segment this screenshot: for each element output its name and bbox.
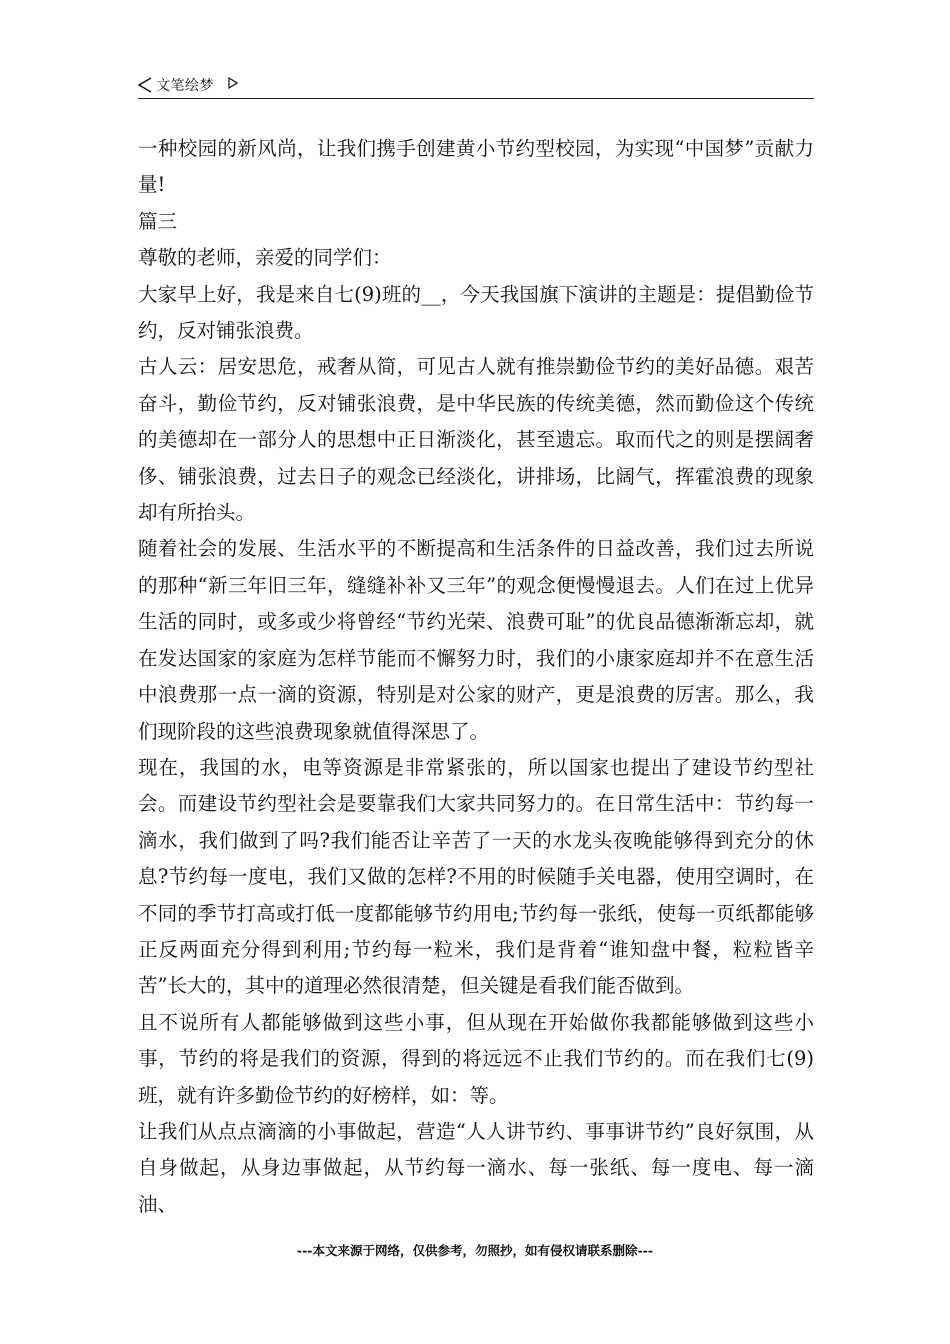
page-footer: ---本文来源于网络，仅供参考，勿照抄，如有侵权请联系删除---: [296, 1243, 654, 1258]
salutation: 尊敬的老师，亲爱的同学们：: [138, 246, 392, 270]
page-header: [138, 74, 814, 99]
left-triangle-outline-icon: [138, 77, 152, 93]
paragraph-resources: 现在，我国的水，电等资源是非常紧张的，所以国家也提出了建设节约型社会。而建设节约型社会是要靠我们大家共同努力的。在日常生活中：节约每一滴水，我们做到了吗?我们能否让辛苦了一天的水龙头夜晚能够得到充分的休息?节约每一度电，我们又做的怎样?不用的时候随手关电器，使用空调时，在不同的季节打高或打低一度都能够节约用电;节约每一张纸，使每一页纸都能够正反两面充分得到利用;节约每一粒米，我们是背着“谁知盘中餐，粒粒皆辛苦”长大的，其中的道理必然很清楚，但关键是看我们能否做到。: [138, 755, 814, 998]
paragraph-small-things: 且不说所有人都能够做到这些小事，但从现在开始做你我都能够做到这些小事，节约的将是我们的资源，得到的将远远不止我们节约的。而在我们七(9)班，就有许多勤俭节约的好榜样，如：等。: [138, 1010, 814, 1107]
document-body: [138, 131, 814, 1223]
right-triangle-outline-icon: [228, 77, 238, 89]
section-heading: 篇三: [138, 209, 178, 233]
header-brand: 文笔绘梦: [156, 78, 214, 94]
paragraph-ancient-saying: 古人云：居安思危，戒奢从简，可见古人就有推崇勤俭节约的美好品德。艰苦奋斗，勤俭节约，反对铺张浪费，是中华民族的传统美德，然而勤俭这个传统的美德却在一部分人的思想中正日渐淡化，甚至遗忘。取而代之的则是摆阔奢侈、铺张浪费，过去日子的观念已经淡化，讲排场，比阔气，挥霍浪费的现象却有所抬头。: [138, 355, 814, 525]
paragraph-social-development: 随着社会的发展、生活水平的不断提高和生活条件的日益改善，我们过去所说的那种“新三年旧三年，缝缝补补又三年”的观念便慢慢退去。人们在过上优异生活的同时，或多或少将曾经“节约光荣、浪费可耻”的优良品德渐渐忘却，就在发达国家的家庭为怎样节能而不懈努力时，我们的小康家庭却并不在意生活中浪费那一点一滴的资源，特别是对公家的财产，更是浪费的厉害。那么，我们现阶段的这些浪费现象就值得深思了。: [138, 537, 814, 743]
paragraph-greeting: 大家早上好，我是来自七(9)班的__，今天我国旗下演讲的主题是：提倡勤俭节约，反对铺张浪费。: [138, 282, 814, 343]
paragraph-call-to-action: 让我们从点点滴滴的小事做起，营造“人人讲节约、事事讲节约”良好氛围，从自身做起，从身边事做起，从节约每一滴水、每一张纸、每一度电、每一滴油、: [138, 1119, 814, 1216]
paragraph-intro-continuation: 一种校园的新风尚，让我们携手创建黄小节约型校园，为实现“中国梦”贡献力量!: [138, 137, 814, 197]
